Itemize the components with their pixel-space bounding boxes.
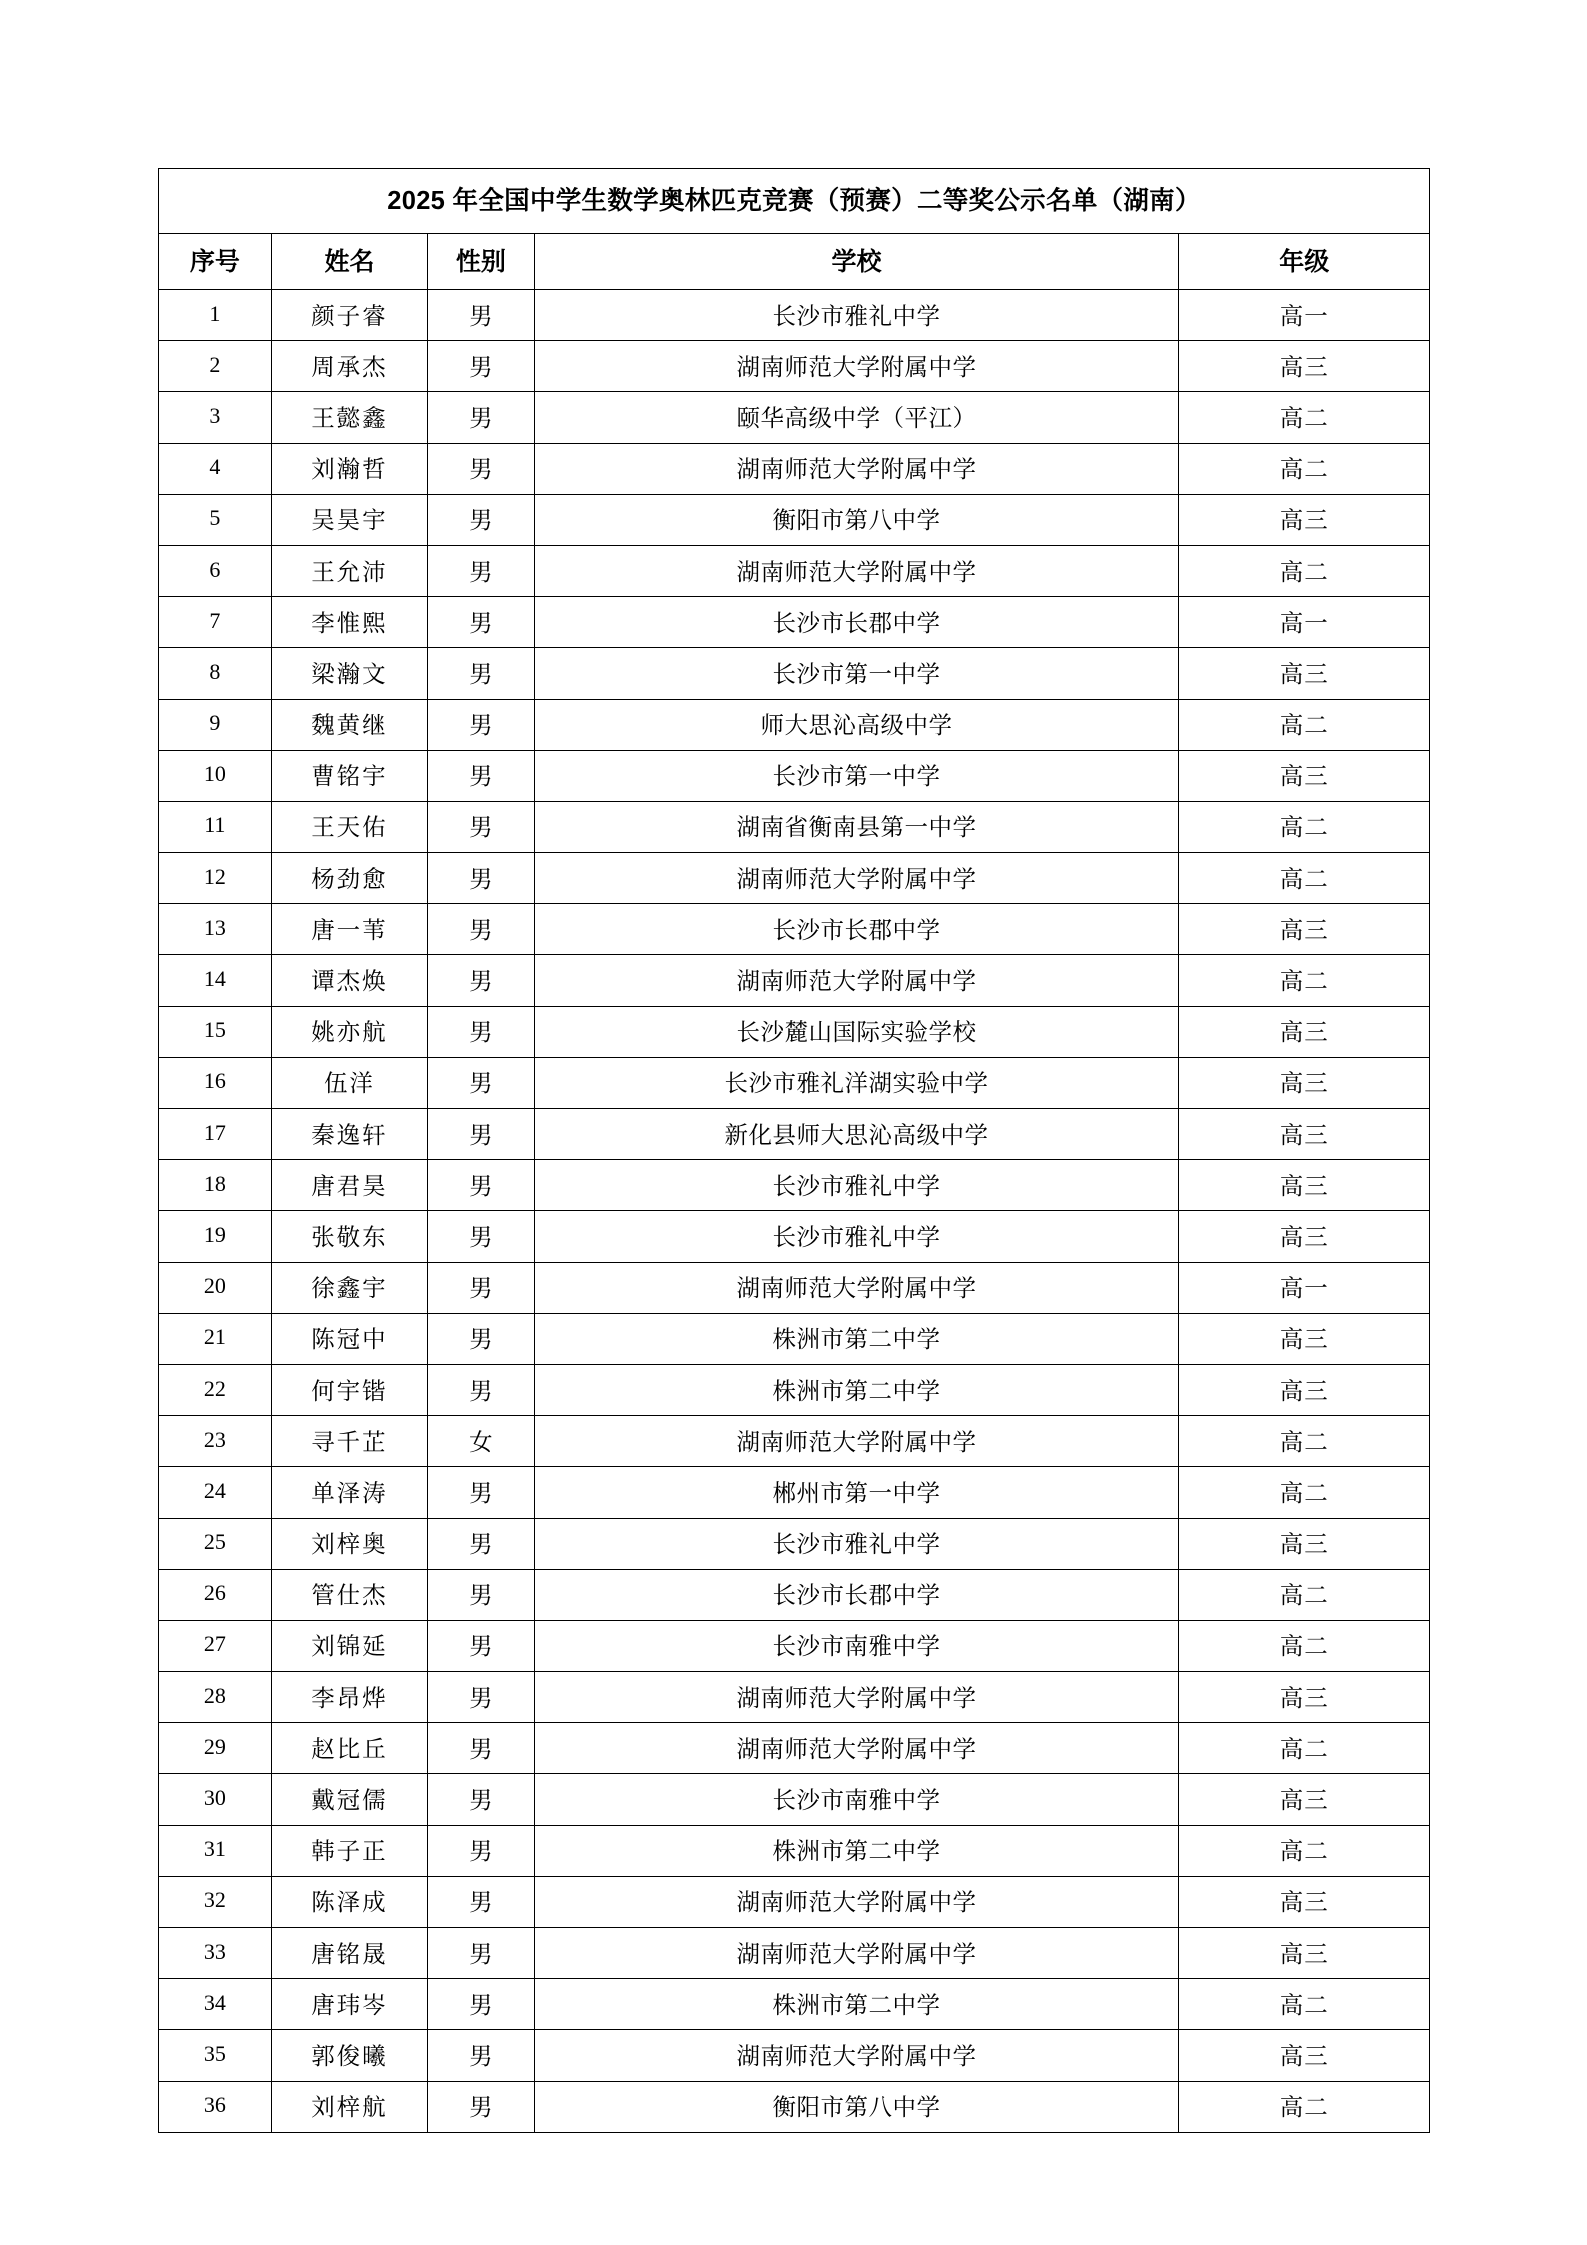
cell-name: 陈泽成 (271, 1876, 428, 1927)
cell-sex: 男 (428, 1057, 534, 1108)
cell-grade: 高三 (1179, 1109, 1430, 1160)
cell-name: 王懿鑫 (271, 392, 428, 443)
cell-no: 36 (159, 2081, 272, 2132)
cell-no: 18 (159, 1160, 272, 1211)
cell-name: 何宇锴 (271, 1364, 428, 1415)
cell-sex: 男 (428, 1723, 534, 1774)
cell-sex: 男 (428, 750, 534, 801)
cell-no: 4 (159, 443, 272, 494)
cell-school: 湖南师范大学附属中学 (534, 1672, 1179, 1723)
cell-sex: 男 (428, 853, 534, 904)
cell-school: 湖南师范大学附属中学 (534, 1416, 1179, 1467)
cell-grade: 高二 (1179, 443, 1430, 494)
cell-name: 郭俊曦 (271, 2030, 428, 2081)
table-row (159, 1416, 1430, 1467)
table-row (159, 1928, 1430, 1979)
table-row (159, 853, 1430, 904)
cell-name: 刘瀚哲 (271, 443, 428, 494)
cell-sex: 男 (428, 494, 534, 545)
cell-school: 颐华高级中学（平江） (534, 392, 1179, 443)
cell-name: 韩子正 (271, 1825, 428, 1876)
cell-school: 长沙市南雅中学 (534, 1620, 1179, 1671)
cell-name: 刘锦延 (271, 1620, 428, 1671)
cell-sex: 男 (428, 1467, 534, 1518)
column-header-school: 学校 (534, 234, 1179, 290)
cell-name: 管仕杰 (271, 1569, 428, 1620)
cell-no: 30 (159, 1774, 272, 1825)
cell-sex: 男 (428, 290, 534, 341)
cell-grade: 高三 (1179, 648, 1430, 699)
cell-school: 长沙市雅礼中学 (534, 290, 1179, 341)
page-title: 2025 年全国中学生数学奥林匹克竞赛（预赛）二等奖公示名单（湖南） (159, 169, 1430, 234)
table-row (159, 1006, 1430, 1057)
cell-grade: 高二 (1179, 1620, 1430, 1671)
cell-school: 湖南师范大学附属中学 (534, 1876, 1179, 1927)
cell-name: 吴昊宇 (271, 494, 428, 545)
cell-grade: 高三 (1179, 2030, 1430, 2081)
cell-no: 13 (159, 904, 272, 955)
cell-school: 湖南师范大学附属中学 (534, 1928, 1179, 1979)
cell-school: 长沙市长郡中学 (534, 597, 1179, 648)
cell-name: 李惟熙 (271, 597, 428, 648)
cell-school: 湖南师范大学附属中学 (534, 955, 1179, 1006)
cell-grade: 高二 (1179, 2081, 1430, 2132)
cell-grade: 高三 (1179, 1211, 1430, 1262)
cell-name: 周承杰 (271, 341, 428, 392)
cell-name: 秦逸轩 (271, 1109, 428, 1160)
cell-name: 戴冠儒 (271, 1774, 428, 1825)
cell-school: 长沙市第一中学 (534, 750, 1179, 801)
cell-sex: 女 (428, 1416, 534, 1467)
cell-grade: 高二 (1179, 955, 1430, 1006)
table-row (159, 1518, 1430, 1569)
cell-sex: 男 (428, 597, 534, 648)
cell-school: 衡阳市第八中学 (534, 2081, 1179, 2132)
cell-school: 湖南师范大学附属中学 (534, 2030, 1179, 2081)
cell-name: 刘梓奥 (271, 1518, 428, 1569)
cell-no: 15 (159, 1006, 272, 1057)
table-row (159, 1364, 1430, 1415)
cell-name: 杨劲愈 (271, 853, 428, 904)
cell-grade: 高一 (1179, 290, 1430, 341)
cell-grade: 高三 (1179, 904, 1430, 955)
cell-school: 株洲市第二中学 (534, 1979, 1179, 2030)
column-header-sex: 性别 (428, 234, 534, 290)
table-row (159, 1620, 1430, 1671)
cell-sex: 男 (428, 545, 534, 596)
cell-no: 8 (159, 648, 272, 699)
cell-grade: 高三 (1179, 1006, 1430, 1057)
table-row (159, 1160, 1430, 1211)
table-row (159, 750, 1430, 801)
cell-name: 刘梓航 (271, 2081, 428, 2132)
cell-school: 湖南师范大学附属中学 (534, 341, 1179, 392)
cell-name: 寻千芷 (271, 1416, 428, 1467)
table-row (159, 341, 1430, 392)
cell-name: 伍洋 (271, 1057, 428, 1108)
cell-name: 梁瀚文 (271, 648, 428, 699)
table-row (159, 1876, 1430, 1927)
cell-grade: 高三 (1179, 1364, 1430, 1415)
cell-sex: 男 (428, 1109, 534, 1160)
table-row (159, 904, 1430, 955)
table-row (159, 392, 1430, 443)
column-header-no: 序号 (159, 234, 272, 290)
cell-grade: 高二 (1179, 699, 1430, 750)
award-list-table (158, 168, 1430, 2133)
cell-school: 衡阳市第八中学 (534, 494, 1179, 545)
cell-sex: 男 (428, 1313, 534, 1364)
cell-school: 郴州市第一中学 (534, 1467, 1179, 1518)
cell-name: 姚亦航 (271, 1006, 428, 1057)
cell-grade: 高二 (1179, 1979, 1430, 2030)
cell-school: 湖南师范大学附属中学 (534, 853, 1179, 904)
cell-sex: 男 (428, 1364, 534, 1415)
table-row (159, 443, 1430, 494)
cell-sex: 男 (428, 1620, 534, 1671)
table-row (159, 1057, 1430, 1108)
cell-no: 6 (159, 545, 272, 596)
cell-grade: 高三 (1179, 341, 1430, 392)
cell-grade: 高二 (1179, 1569, 1430, 1620)
cell-no: 12 (159, 853, 272, 904)
cell-no: 23 (159, 1416, 272, 1467)
table-row (159, 1569, 1430, 1620)
cell-sex: 男 (428, 955, 534, 1006)
cell-no: 20 (159, 1262, 272, 1313)
table-row (159, 648, 1430, 699)
cell-school: 长沙市雅礼洋湖实验中学 (534, 1057, 1179, 1108)
award-list-table-container (158, 168, 1430, 2133)
cell-school: 长沙市雅礼中学 (534, 1518, 1179, 1569)
cell-school: 湖南师范大学附属中学 (534, 443, 1179, 494)
cell-grade: 高三 (1179, 494, 1430, 545)
cell-no: 3 (159, 392, 272, 443)
cell-school: 湖南师范大学附属中学 (534, 1262, 1179, 1313)
cell-no: 22 (159, 1364, 272, 1415)
cell-grade: 高二 (1179, 545, 1430, 596)
cell-name: 颜子睿 (271, 290, 428, 341)
cell-sex: 男 (428, 1979, 534, 2030)
cell-sex: 男 (428, 648, 534, 699)
cell-school: 湖南师范大学附属中学 (534, 1723, 1179, 1774)
table-row (159, 545, 1430, 596)
cell-no: 28 (159, 1672, 272, 1723)
cell-grade: 高三 (1179, 1672, 1430, 1723)
cell-no: 33 (159, 1928, 272, 1979)
cell-grade: 高三 (1179, 1518, 1430, 1569)
cell-sex: 男 (428, 1928, 534, 1979)
cell-sex: 男 (428, 392, 534, 443)
table-row (159, 597, 1430, 648)
cell-name: 唐铭晟 (271, 1928, 428, 1979)
cell-name: 赵比丘 (271, 1723, 428, 1774)
cell-grade: 高二 (1179, 1825, 1430, 1876)
cell-name: 唐玮岑 (271, 1979, 428, 2030)
cell-school: 长沙市长郡中学 (534, 1569, 1179, 1620)
column-header-name: 姓名 (271, 234, 428, 290)
cell-school: 长沙市南雅中学 (534, 1774, 1179, 1825)
cell-sex: 男 (428, 1876, 534, 1927)
cell-school: 新化县师大思沁高级中学 (534, 1109, 1179, 1160)
cell-name: 徐鑫宇 (271, 1262, 428, 1313)
table-row (159, 1109, 1430, 1160)
cell-no: 10 (159, 750, 272, 801)
cell-school: 株洲市第二中学 (534, 1313, 1179, 1364)
cell-name: 魏黄继 (271, 699, 428, 750)
cell-no: 5 (159, 494, 272, 545)
cell-sex: 男 (428, 1518, 534, 1569)
cell-sex: 男 (428, 1569, 534, 1620)
cell-sex: 男 (428, 1262, 534, 1313)
table-row (159, 699, 1430, 750)
cell-sex: 男 (428, 1006, 534, 1057)
cell-sex: 男 (428, 2081, 534, 2132)
cell-name: 王允沛 (271, 545, 428, 596)
cell-sex: 男 (428, 699, 534, 750)
cell-name: 谭杰焕 (271, 955, 428, 1006)
cell-grade: 高三 (1179, 750, 1430, 801)
table-row (159, 494, 1430, 545)
cell-name: 唐君昊 (271, 1160, 428, 1211)
cell-sex: 男 (428, 341, 534, 392)
cell-grade: 高二 (1179, 1416, 1430, 1467)
cell-school: 湖南师范大学附属中学 (534, 545, 1179, 596)
table-row (159, 1979, 1430, 2030)
cell-grade: 高三 (1179, 1876, 1430, 1927)
cell-no: 19 (159, 1211, 272, 1262)
cell-no: 24 (159, 1467, 272, 1518)
cell-no: 34 (159, 1979, 272, 2030)
table-row (159, 1774, 1430, 1825)
table-body (159, 169, 1430, 2133)
table-row (159, 955, 1430, 1006)
cell-grade: 高二 (1179, 392, 1430, 443)
cell-no: 21 (159, 1313, 272, 1364)
cell-grade: 高三 (1179, 1928, 1430, 1979)
cell-name: 张敬东 (271, 1211, 428, 1262)
cell-name: 单泽涛 (271, 1467, 428, 1518)
cell-no: 2 (159, 341, 272, 392)
table-row (159, 1825, 1430, 1876)
table-row (159, 2030, 1430, 2081)
cell-no: 31 (159, 1825, 272, 1876)
cell-no: 27 (159, 1620, 272, 1671)
cell-grade: 高三 (1179, 1057, 1430, 1108)
cell-sex: 男 (428, 1825, 534, 1876)
cell-grade: 高二 (1179, 853, 1430, 904)
cell-name: 陈冠中 (271, 1313, 428, 1364)
cell-no: 29 (159, 1723, 272, 1774)
column-header-grade: 年级 (1179, 234, 1430, 290)
cell-grade: 高二 (1179, 1723, 1430, 1774)
cell-no: 9 (159, 699, 272, 750)
cell-sex: 男 (428, 1211, 534, 1262)
cell-no: 7 (159, 597, 272, 648)
cell-sex: 男 (428, 904, 534, 955)
cell-grade: 高三 (1179, 1160, 1430, 1211)
table-row (159, 2081, 1430, 2132)
cell-no: 14 (159, 955, 272, 1006)
cell-school: 长沙麓山国际实验学校 (534, 1006, 1179, 1057)
table-row (159, 1211, 1430, 1262)
table-title-row (159, 169, 1430, 234)
cell-grade: 高三 (1179, 1313, 1430, 1364)
cell-school: 长沙市雅礼中学 (534, 1160, 1179, 1211)
cell-no: 11 (159, 801, 272, 852)
cell-no: 17 (159, 1109, 272, 1160)
cell-name: 李昂烨 (271, 1672, 428, 1723)
cell-no: 32 (159, 1876, 272, 1927)
table-header-row (159, 234, 1430, 290)
table-row (159, 1467, 1430, 1518)
cell-sex: 男 (428, 443, 534, 494)
cell-grade: 高三 (1179, 1774, 1430, 1825)
cell-school: 长沙市第一中学 (534, 648, 1179, 699)
cell-school: 长沙市雅礼中学 (534, 1211, 1179, 1262)
cell-grade: 高二 (1179, 1467, 1430, 1518)
cell-sex: 男 (428, 2030, 534, 2081)
table-row (159, 1313, 1430, 1364)
cell-no: 35 (159, 2030, 272, 2081)
cell-no: 1 (159, 290, 272, 341)
cell-no: 16 (159, 1057, 272, 1108)
cell-sex: 男 (428, 1672, 534, 1723)
table-row (159, 801, 1430, 852)
cell-school: 师大思沁高级中学 (534, 699, 1179, 750)
cell-name: 曹铭宇 (271, 750, 428, 801)
cell-school: 株洲市第二中学 (534, 1825, 1179, 1876)
cell-no: 25 (159, 1518, 272, 1569)
cell-grade: 高一 (1179, 597, 1430, 648)
cell-sex: 男 (428, 1774, 534, 1825)
cell-grade: 高二 (1179, 801, 1430, 852)
table-row (159, 1672, 1430, 1723)
cell-grade: 高一 (1179, 1262, 1430, 1313)
cell-sex: 男 (428, 801, 534, 852)
table-row (159, 1723, 1430, 1774)
cell-sex: 男 (428, 1160, 534, 1211)
cell-no: 26 (159, 1569, 272, 1620)
cell-school: 长沙市长郡中学 (534, 904, 1179, 955)
cell-name: 王天佑 (271, 801, 428, 852)
cell-school: 湖南省衡南县第一中学 (534, 801, 1179, 852)
cell-name: 唐一苇 (271, 904, 428, 955)
table-row (159, 1262, 1430, 1313)
table-row (159, 290, 1430, 341)
cell-school: 株洲市第二中学 (534, 1364, 1179, 1415)
